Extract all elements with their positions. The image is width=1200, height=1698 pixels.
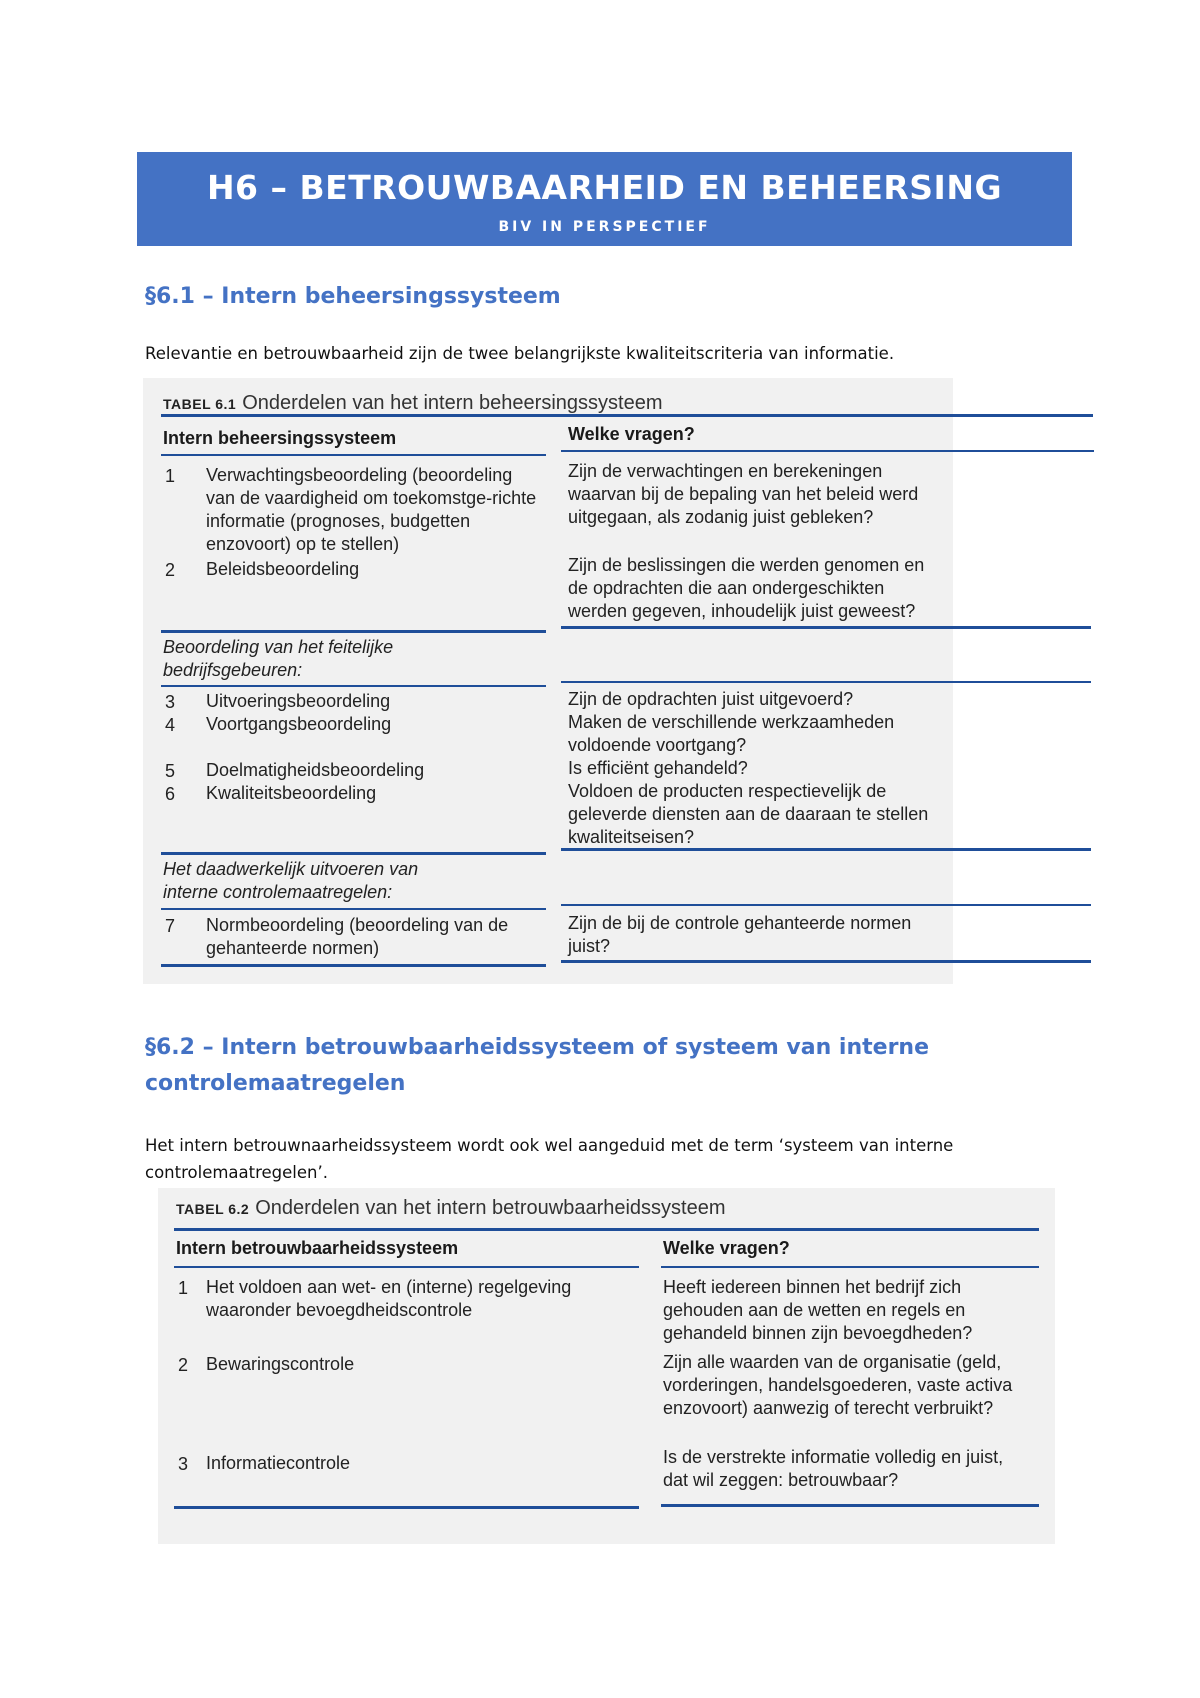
- table-rule: [174, 1228, 1039, 1231]
- document-subtitle: BIV IN PERSPECTIEF: [498, 219, 711, 235]
- table-label: TABEL 6.2: [176, 1201, 250, 1217]
- row-number: 7: [165, 916, 176, 936]
- column-header: Intern betrouwbaarheidssysteem: [176, 1238, 459, 1258]
- row-question: Is de verstrekte informatie volledig en juist, dat wil zeggen: betrouwbaar?: [663, 1447, 1004, 1490]
- row-question: Zijn alle waarden van de organisatie (geld, vorderingen, handelsgoederen, vaste activa enzovoort) aanwezig of terecht verbruikt?: [663, 1352, 1013, 1418]
- table-6-2-figure: [158, 1188, 1055, 1544]
- table-rule: [561, 681, 1091, 683]
- row-number: 6: [165, 784, 176, 804]
- section-paragraph-6-1: Relevantie en betrouwbaarheid zijn de twee belangrijkste kwaliteitscriteria van informatie.: [145, 344, 895, 363]
- table-rule: [161, 685, 546, 687]
- title-banner: [137, 152, 1072, 246]
- row-number: 3: [165, 692, 176, 712]
- group-label: Beoordeling van het feitelijke bedrijfsgebeuren:: [163, 637, 394, 680]
- column-header: Welke vragen?: [663, 1238, 790, 1258]
- table-rule: [174, 1266, 639, 1268]
- row-number: 3: [178, 1454, 189, 1474]
- table-rule: [161, 908, 546, 910]
- row-number: 5: [165, 761, 176, 781]
- section-heading-6-1: §6.1 – Intern beheersingssysteem: [145, 284, 561, 309]
- row-question: Zijn de verwachtingen en berekeningen waarvan bij de bepaling van het beleid werd uitgegaan, als zodanig juist gebleken?: [568, 461, 919, 527]
- section-paragraph-6-2: Het intern betrouwnaarheidssysteem wordt ook wel aangeduid met de term ‘systeem van interne controlemaatregelen’.: [145, 1136, 954, 1182]
- row-question: Heeft iedereen binnen het bedrijf zich gehouden aan de wetten en regels en gehandeld binnen zijn bevoegdheden?: [663, 1277, 973, 1343]
- row-question: Is efficiënt gehandeld?: [568, 758, 748, 778]
- table-rule: [561, 960, 1091, 963]
- row-question: Zijn de beslissingen die werden genomen en de opdrachten die aan ondergeschikten werden gegeven, inhoudelijk juist geweest?: [568, 555, 925, 621]
- column-header: Intern beheersingssysteem: [163, 428, 397, 448]
- row-item: Informatiecontrole: [206, 1453, 351, 1473]
- row-item: Bewaringscontrole: [206, 1354, 355, 1374]
- table-label: TABEL 6.1: [163, 396, 237, 412]
- row-number: 1: [178, 1278, 189, 1298]
- row-item: Normbeoordeling (beoordeling van de gehanteerde normen): [206, 915, 509, 958]
- table-rule: [661, 1266, 1039, 1268]
- row-item: Beleidsbeoordeling: [206, 559, 360, 579]
- row-question: Voldoen de producten respectievelijk de geleverde diensten aan de daaraan te stellen kwaliteitseisen?: [568, 781, 929, 847]
- row-item: Doelmatigheidsbeoordeling: [206, 760, 425, 780]
- row-question: Zijn de bij de controle gehanteerde normen juist?: [568, 913, 912, 956]
- table-rule: [161, 852, 546, 855]
- table-rule: [561, 626, 1091, 629]
- table-rule: [559, 414, 1093, 417]
- table-rule: [561, 848, 1091, 851]
- table-rule: [561, 904, 1091, 906]
- row-question: Maken de verschillende werkzaamheden voldoende voortgang?: [568, 712, 895, 755]
- row-item: Verwachtingsbeoordeling (beoordeling van de vaardigheid om toekomstge-richte informatie (prognoses, budgetten enzovoort) op te stellen): [206, 465, 537, 554]
- row-number: 4: [165, 715, 176, 735]
- row-number: 2: [178, 1355, 189, 1375]
- table-caption: [163, 392, 663, 415]
- section-heading-6-2: §6.2 – Intern betrouwbaarheidssysteem of systeem van interne controlemaatregelen: [145, 1035, 930, 1096]
- row-item: Het voldoen aan wet- en (interne) regelgeving waaronder bevoegdheidscontrole: [206, 1277, 572, 1320]
- table-rule: [174, 1506, 639, 1509]
- table-rule: [161, 454, 546, 456]
- table-title: Onderdelen van het intern betrouwbaarheidssysteem: [255, 1197, 726, 1219]
- group-label: Het daadwerkelijk uitvoeren van interne controlemaatregelen:: [163, 859, 419, 902]
- document-title: H6 – BETROUWBAARHEID EN BEHEERSING: [206, 168, 1003, 207]
- row-item: Voortgangsbeoordeling: [206, 714, 392, 734]
- table-rule: [161, 964, 546, 967]
- table-rule: [161, 630, 546, 633]
- table-6-1-figure: [143, 378, 953, 984]
- table-rule: [661, 1504, 1039, 1507]
- table-rule: [561, 450, 1094, 452]
- row-number: 1: [165, 466, 176, 486]
- table-title: Onderdelen van het intern beheersingssysteem: [242, 392, 663, 414]
- column-header: Welke vragen?: [568, 424, 695, 444]
- row-item: Uitvoeringsbeoordeling: [206, 691, 391, 711]
- table-caption: [176, 1197, 726, 1220]
- row-number: 2: [165, 560, 176, 580]
- row-question: Zijn de opdrachten juist uitgevoerd?: [568, 689, 854, 709]
- row-item: Kwaliteitsbeoordeling: [206, 783, 377, 803]
